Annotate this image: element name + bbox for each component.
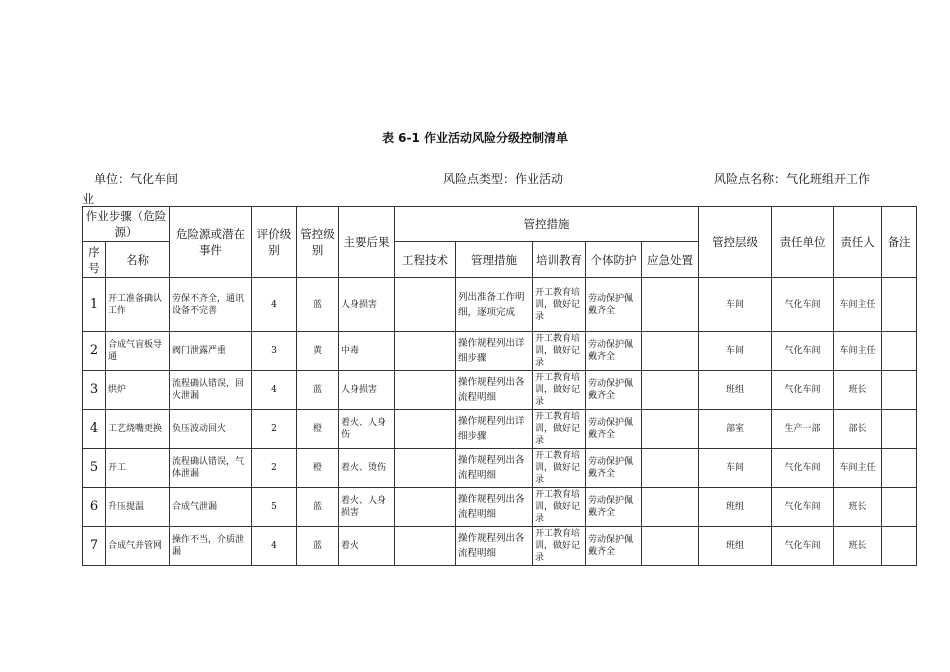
row-unit: 气化车间 (772, 488, 834, 527)
row-training: 开工教育培训，做好记录 (533, 410, 586, 449)
header-control-level: 管控级别 (297, 207, 339, 278)
row-ppe: 劳动保护佩戴齐全 (586, 371, 642, 410)
row-unit: 气化车间 (772, 449, 834, 488)
header-consequence: 主要后果 (339, 207, 395, 278)
row-unit: 气化车间 (772, 278, 834, 332)
row-name: 开工准备确认工作 (106, 278, 170, 332)
row-control: 蓝 (297, 371, 339, 410)
row-seq: 6 (83, 488, 106, 527)
row-eval: 4 (252, 527, 297, 566)
row-consequence: 着火 (339, 527, 395, 566)
row-remark (882, 488, 917, 527)
table-row (83, 449, 917, 488)
header-training: 培训教育 (533, 242, 586, 278)
row-name: 开工 (106, 449, 170, 488)
header-eval-level: 评价级别 (252, 207, 297, 278)
row-eval: 4 (252, 371, 297, 410)
risk-control-table (82, 206, 917, 566)
row-engineering (395, 410, 456, 449)
row-tier: 班组 (699, 488, 772, 527)
row-seq: 2 (83, 332, 106, 371)
row-control: 橙 (297, 449, 339, 488)
row-name: 烘炉 (106, 371, 170, 410)
row-person: 部长 (834, 410, 882, 449)
row-hazard: 操作不当，介质泄漏 (170, 527, 252, 566)
row-person: 班长 (834, 371, 882, 410)
table-row (83, 278, 917, 332)
table-row (83, 527, 917, 566)
row-ppe: 劳动保护佩戴齐全 (586, 527, 642, 566)
row-emergency (642, 449, 699, 488)
unit-label: 单位：气化车间 (94, 172, 179, 186)
table-row (83, 332, 917, 371)
row-seq: 4 (83, 410, 106, 449)
row-ppe: 劳动保护佩戴齐全 (586, 332, 642, 371)
row-emergency (642, 410, 699, 449)
row-management: 操作规程列出详细步骤 (456, 410, 533, 449)
row-eval: 2 (252, 410, 297, 449)
row-consequence: 中毒 (339, 332, 395, 371)
row-training: 开工教育培训，做好记录 (533, 527, 586, 566)
risk-name-label: 风险点名称：气化班组开工作 (714, 172, 871, 186)
row-emergency (642, 527, 699, 566)
row-management: 操作规程列出各流程明细 (456, 449, 533, 488)
table-row (83, 371, 917, 410)
row-hazard: 负压波动回火 (170, 410, 252, 449)
header-remark: 备注 (882, 207, 917, 278)
row-person: 车间主任 (834, 449, 882, 488)
header-unit: 责任单位 (772, 207, 834, 278)
row-seq: 3 (83, 371, 106, 410)
row-tier: 车间 (699, 278, 772, 332)
row-name: 升压提温 (106, 488, 170, 527)
row-name: 合成气盲板导通 (106, 332, 170, 371)
row-engineering (395, 488, 456, 527)
row-management: 列出准备工作明细，逐项完成 (456, 278, 533, 332)
header-engineering: 工程技术 (395, 242, 456, 278)
row-engineering (395, 371, 456, 410)
table-row (83, 488, 917, 527)
row-hazard: 劳保不齐全，通讯设备不完善 (170, 278, 252, 332)
row-training: 开工教育培训，做好记录 (533, 371, 586, 410)
row-hazard: 合成气泄漏 (170, 488, 252, 527)
row-ppe: 劳动保护佩戴齐全 (586, 488, 642, 527)
table-title: 表 6-1 作业活动风险分级控制清单 (381, 131, 569, 145)
row-engineering (395, 449, 456, 488)
row-name: 合成气并管网 (106, 527, 170, 566)
row-person: 班长 (834, 527, 882, 566)
row-unit: 生产一部 (772, 410, 834, 449)
table-row (83, 410, 917, 449)
row-engineering (395, 332, 456, 371)
row-management: 操作规程列出详细步骤 (456, 332, 533, 371)
header-measures: 管控措施 (395, 207, 699, 242)
row-unit: 气化车间 (772, 527, 834, 566)
header-management: 管理措施 (456, 242, 533, 278)
row-management: 操作规程列出各流程明细 (456, 371, 533, 410)
row-remark (882, 371, 917, 410)
row-unit: 气化车间 (772, 332, 834, 371)
row-control: 蓝 (297, 488, 339, 527)
row-remark (882, 410, 917, 449)
row-tier: 班组 (699, 527, 772, 566)
row-tier: 车间 (699, 332, 772, 371)
row-hazard: 流程确认错误，回火泄漏 (170, 371, 252, 410)
header-person: 责任人 (834, 207, 882, 278)
row-training: 开工教育培训，做好记录 (533, 449, 586, 488)
header-emergency: 应急处置 (642, 242, 699, 278)
row-remark (882, 278, 917, 332)
row-hazard: 流程确认错误，气体泄漏 (170, 449, 252, 488)
row-ppe: 劳动保护佩戴齐全 (586, 449, 642, 488)
row-eval: 2 (252, 449, 297, 488)
risk-name-wrap: 业 (82, 192, 95, 206)
row-emergency (642, 371, 699, 410)
row-engineering (395, 527, 456, 566)
row-person: 车间主任 (834, 332, 882, 371)
row-remark (882, 527, 917, 566)
row-emergency (642, 488, 699, 527)
header-seq: 序号 (83, 242, 106, 278)
row-eval: 4 (252, 278, 297, 332)
row-training: 开工教育培训，做好记录 (533, 332, 586, 371)
risk-type-label: 风险点类型：作业活动 (443, 172, 564, 186)
row-seq: 5 (83, 449, 106, 488)
header-name: 名称 (106, 242, 170, 278)
row-control: 橙 (297, 410, 339, 449)
row-consequence: 人身损害 (339, 371, 395, 410)
row-person: 班长 (834, 488, 882, 527)
row-unit: 气化车间 (772, 371, 834, 410)
row-seq: 7 (83, 527, 106, 566)
row-seq: 1 (83, 278, 106, 332)
header-ppe: 个体防护 (586, 242, 642, 278)
row-emergency (642, 332, 699, 371)
row-engineering (395, 278, 456, 332)
row-tier: 部室 (699, 410, 772, 449)
row-control: 蓝 (297, 278, 339, 332)
row-eval: 5 (252, 488, 297, 527)
header-hazard: 危险源或潜在事件 (170, 207, 252, 278)
row-consequence: 着火、人身伤 (339, 410, 395, 449)
row-training: 开工教育培训，做好记录 (533, 278, 586, 332)
header-tier: 管控层级 (699, 207, 772, 278)
row-person: 车间主任 (834, 278, 882, 332)
row-management: 操作规程列出各流程明细 (456, 488, 533, 527)
row-consequence: 着火、烫伤 (339, 449, 395, 488)
row-control: 蓝 (297, 527, 339, 566)
row-hazard: 阀门泄露严重 (170, 332, 252, 371)
row-control: 黄 (297, 332, 339, 371)
row-eval: 3 (252, 332, 297, 371)
row-tier: 班组 (699, 371, 772, 410)
row-remark (882, 449, 917, 488)
row-ppe: 劳动保护佩戴齐全 (586, 278, 642, 332)
row-emergency (642, 278, 699, 332)
row-consequence: 着火、人身损害 (339, 488, 395, 527)
row-name: 工艺烧嘴更换 (106, 410, 170, 449)
row-tier: 车间 (699, 449, 772, 488)
row-consequence: 人身损害 (339, 278, 395, 332)
header-step: 作业步骤（危险源） (83, 207, 170, 242)
row-ppe: 劳动保护佩戴齐全 (586, 410, 642, 449)
row-training: 开工教育培训，做好记录 (533, 488, 586, 527)
row-management: 操作规程列出各流程明细 (456, 527, 533, 566)
row-remark (882, 332, 917, 371)
